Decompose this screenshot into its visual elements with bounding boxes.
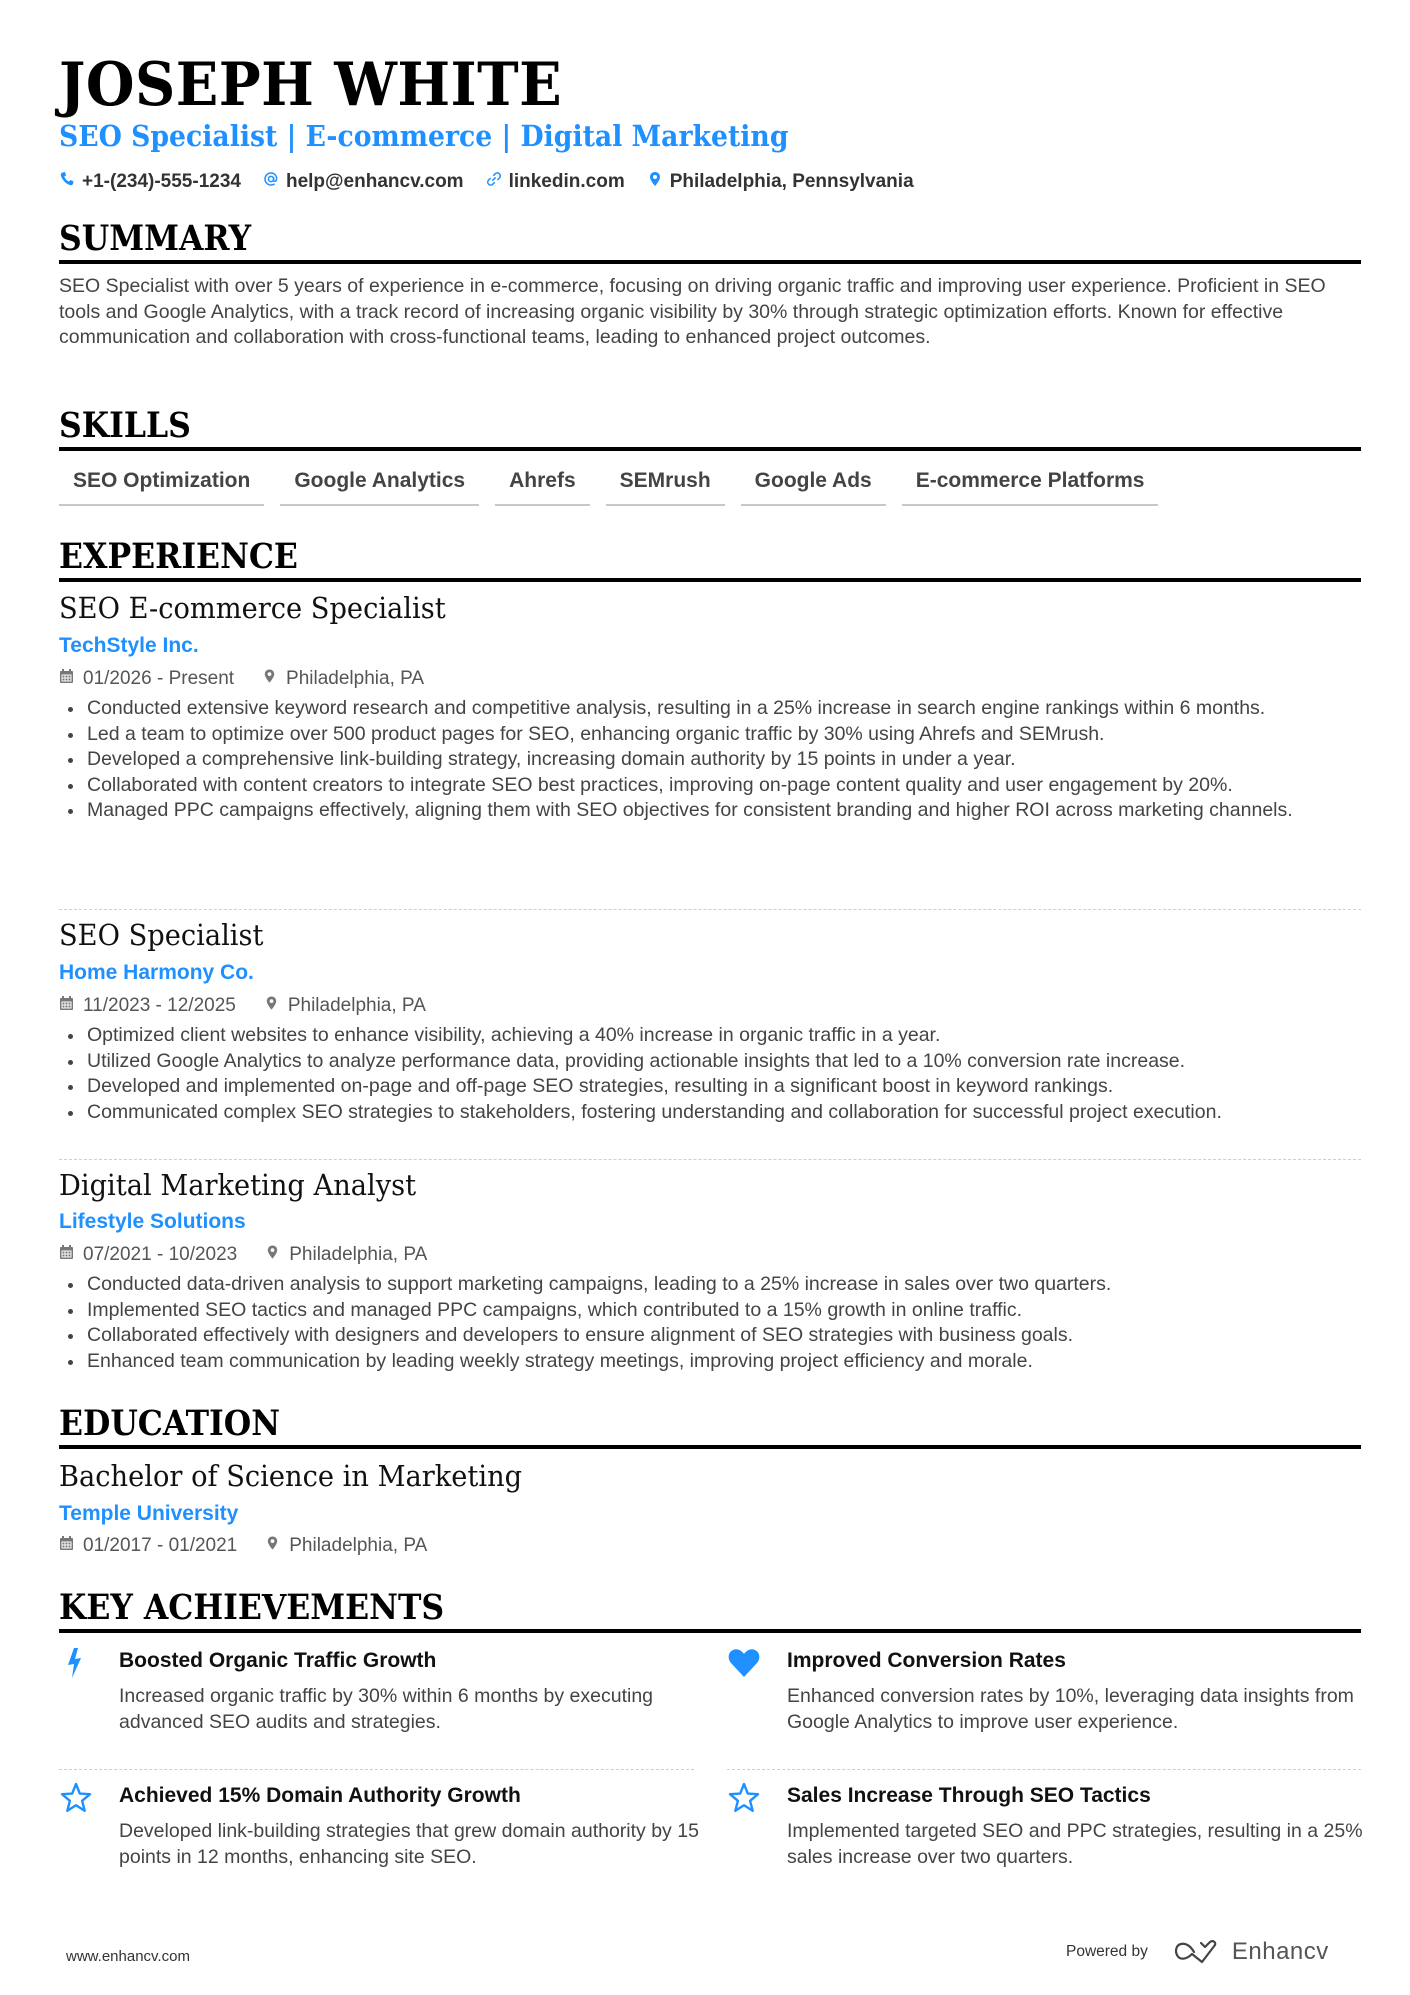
section-heading-skills: SKILLS [59, 405, 1361, 447]
heart-icon [727, 1646, 761, 1680]
section-heading-education: EDUCATION [59, 1403, 1361, 1445]
brand-name: Enhancv [1231, 1938, 1329, 1965]
calendar-icon [59, 994, 74, 1018]
footer-website-link[interactable]: www.enhancv.com [66, 1948, 190, 1965]
enhancv-logo [1172, 1938, 1329, 1966]
calendar-icon [59, 1243, 74, 1267]
achievement-title: Achieved 15% Domain Authority Growth [119, 1784, 521, 1807]
job-meta [59, 1243, 427, 1267]
bullet-item: Optimized client websites to enhance visibility, achieving a 40% increase in organic traffic in a year. [59, 1023, 1361, 1049]
bullet-item: Managed PPC campaigns effectively, aligning them with SEO objectives for consistent branding and higher ROI across marketing channels. [59, 798, 1361, 824]
section-rule [59, 260, 1361, 264]
contact-location-text: Philadelphia, Pennsylvania [669, 171, 914, 192]
job-bullets [59, 1272, 1361, 1374]
section-heading-experience: EXPERIENCE [59, 536, 1361, 578]
at-icon [263, 170, 279, 194]
phone-icon [59, 170, 75, 194]
calendar-icon [59, 667, 74, 691]
skill-chip: Ahrefs [495, 466, 590, 506]
job-bullets [59, 1023, 1361, 1125]
bullet-item: Conducted data-driven analysis to support marketing campaigns, leading to a 25% increase in sales over two quarters. [59, 1272, 1361, 1298]
bullet-item: Conducted extensive keyword research and competitive analysis, resulting in a 25% increase in search engine rankings within 6 months. [59, 696, 1361, 722]
summary-text: SEO Specialist with over 5 years of experience in e-commerce, focusing on driving organic traffic and improving user experience. Proficient in SEO tools and Google Analytics, with a track record of increasing organic visibility by 30% through strategic optimization efforts. Known for effective communication and collaboration with cross-functional teams, leading to enhanced project outcomes. [59, 275, 1326, 348]
location-pin-icon [262, 667, 277, 691]
job-location: Philadelphia, PA [262, 667, 424, 691]
section-heading-achievements: KEY ACHIEVEMENTS [59, 1587, 1361, 1629]
achievement-title: Sales Increase Through SEO Tactics [787, 1784, 1151, 1807]
lightning-bolt-icon [59, 1646, 93, 1680]
education-dates: 01/2017 - 01/2021 [59, 1534, 237, 1558]
candidate-name: JOSEPH WHITE [59, 50, 563, 120]
enhancv-logo-icon [1172, 1939, 1220, 1965]
job-title: Digital Marketing Analyst [59, 1168, 417, 1202]
skill-chip: SEMrush [606, 466, 725, 506]
achievement-divider [59, 1769, 694, 1770]
section-rule [59, 578, 1361, 582]
contact-linkedin[interactable] [486, 170, 625, 194]
section-rule [59, 1445, 1361, 1449]
achievement-title: Improved Conversion Rates [787, 1649, 1066, 1672]
location-pin-icon [264, 994, 279, 1018]
achievement-title: Boosted Organic Traffic Growth [119, 1649, 437, 1672]
powered-by-label: Powered by [1066, 1943, 1148, 1960]
bullet-item: Led a team to optimize over 500 product pages for SEO, enhancing organic traffic by 30% using Ahrefs and SEMrush. [59, 722, 1361, 748]
job-location: Philadelphia, PA [264, 994, 426, 1018]
candidate-title: SEO Specialist | E-commerce | Digital Marketing [59, 119, 789, 153]
company-name: Lifestyle Solutions [59, 1210, 246, 1233]
education-location: Philadelphia, PA [265, 1534, 427, 1558]
achievement-desc: Increased organic traffic by 30% within 6 months by executing advanced SEO audits and strategies. [119, 1685, 654, 1733]
bullet-item: Developed a comprehensive link-building strategy, increasing domain authority by 15 points in under a year. [59, 747, 1361, 773]
section-rule [59, 1629, 1361, 1633]
bullet-item: Communicated complex SEO strategies to stakeholders, fostering understanding and collaboration for successful project execution. [59, 1100, 1361, 1126]
job-meta [59, 994, 426, 1018]
job-title: SEO Specialist [59, 918, 264, 952]
location-pin-icon [265, 1243, 280, 1267]
job-dates: 07/2021 - 10/2023 [59, 1243, 237, 1267]
contact-phone-text: +1-(234)-555-1234 [82, 171, 241, 192]
section-heading-summary: SUMMARY [59, 218, 1361, 260]
school-name: Temple University [59, 1502, 239, 1525]
skill-chip: Google Ads [741, 466, 886, 506]
contact-location [647, 170, 914, 194]
contact-linkedin-text: linkedin.com [508, 171, 625, 192]
job-bullets [59, 696, 1361, 824]
job-divider [59, 909, 1361, 910]
skill-chip: SEO Optimization [59, 466, 264, 506]
achievement-divider [727, 1769, 1361, 1770]
degree-title: Bachelor of Science in Marketing [59, 1459, 523, 1493]
contact-email[interactable] [263, 170, 464, 194]
bullet-item: Utilized Google Analytics to analyze performance data, providing actionable insights that led to a 10% conversion rate increase. [59, 1049, 1361, 1075]
bullet-item: Collaborated effectively with designers and developers to ensure alignment of SEO strategies with business goals. [59, 1323, 1361, 1349]
skill-chip: E-commerce Platforms [902, 466, 1159, 506]
company-name: Home Harmony Co. [59, 961, 254, 984]
footer-branding[interactable] [1066, 1938, 1329, 1966]
skill-chip: Google Analytics [280, 466, 479, 506]
bullet-item: Developed and implemented on-page and off-page SEO strategies, resulting in a significant boost in keyword rankings. [59, 1074, 1361, 1100]
achievement-desc: Enhanced conversion rates by 10%, leveraging data insights from Google Analytics to improve user experience. [787, 1685, 1354, 1733]
bullet-item: Enhanced team communication by leading weekly strategy meetings, improving project efficiency and morale. [59, 1349, 1361, 1375]
job-dates: 01/2026 - Present [59, 667, 234, 691]
job-location: Philadelphia, PA [265, 1243, 427, 1267]
star-icon [59, 1781, 93, 1815]
achievement-desc: Implemented targeted SEO and PPC strategies, resulting in a 25% sales increase over two quarters. [787, 1820, 1363, 1868]
section-rule [59, 447, 1361, 451]
job-title: SEO E-commerce Specialist [59, 591, 446, 625]
contact-phone[interactable] [59, 170, 241, 194]
bullet-item: Collaborated with content creators to integrate SEO best practices, improving on-page content quality and user engagement by 20%. [59, 773, 1361, 799]
location-pin-icon [647, 170, 663, 194]
skills-list [59, 466, 1158, 506]
calendar-icon [59, 1534, 74, 1558]
job-divider [59, 1159, 1361, 1160]
link-icon [486, 170, 502, 194]
company-name: TechStyle Inc. [59, 634, 199, 657]
contact-bar [59, 170, 914, 194]
bullet-item: Implemented SEO tactics and managed PPC campaigns, which contributed to a 15% growth in online traffic. [59, 1298, 1361, 1324]
contact-email-text: help@enhancv.com [285, 171, 464, 192]
job-dates: 11/2023 - 12/2025 [59, 994, 236, 1018]
star-icon [727, 1781, 761, 1815]
education-meta [59, 1534, 427, 1558]
job-meta [59, 667, 424, 691]
achievement-desc: Developed link-building strategies that grew domain authority by 15 points in 12 months, enhancing site SEO. [119, 1820, 699, 1868]
location-pin-icon [265, 1534, 280, 1558]
